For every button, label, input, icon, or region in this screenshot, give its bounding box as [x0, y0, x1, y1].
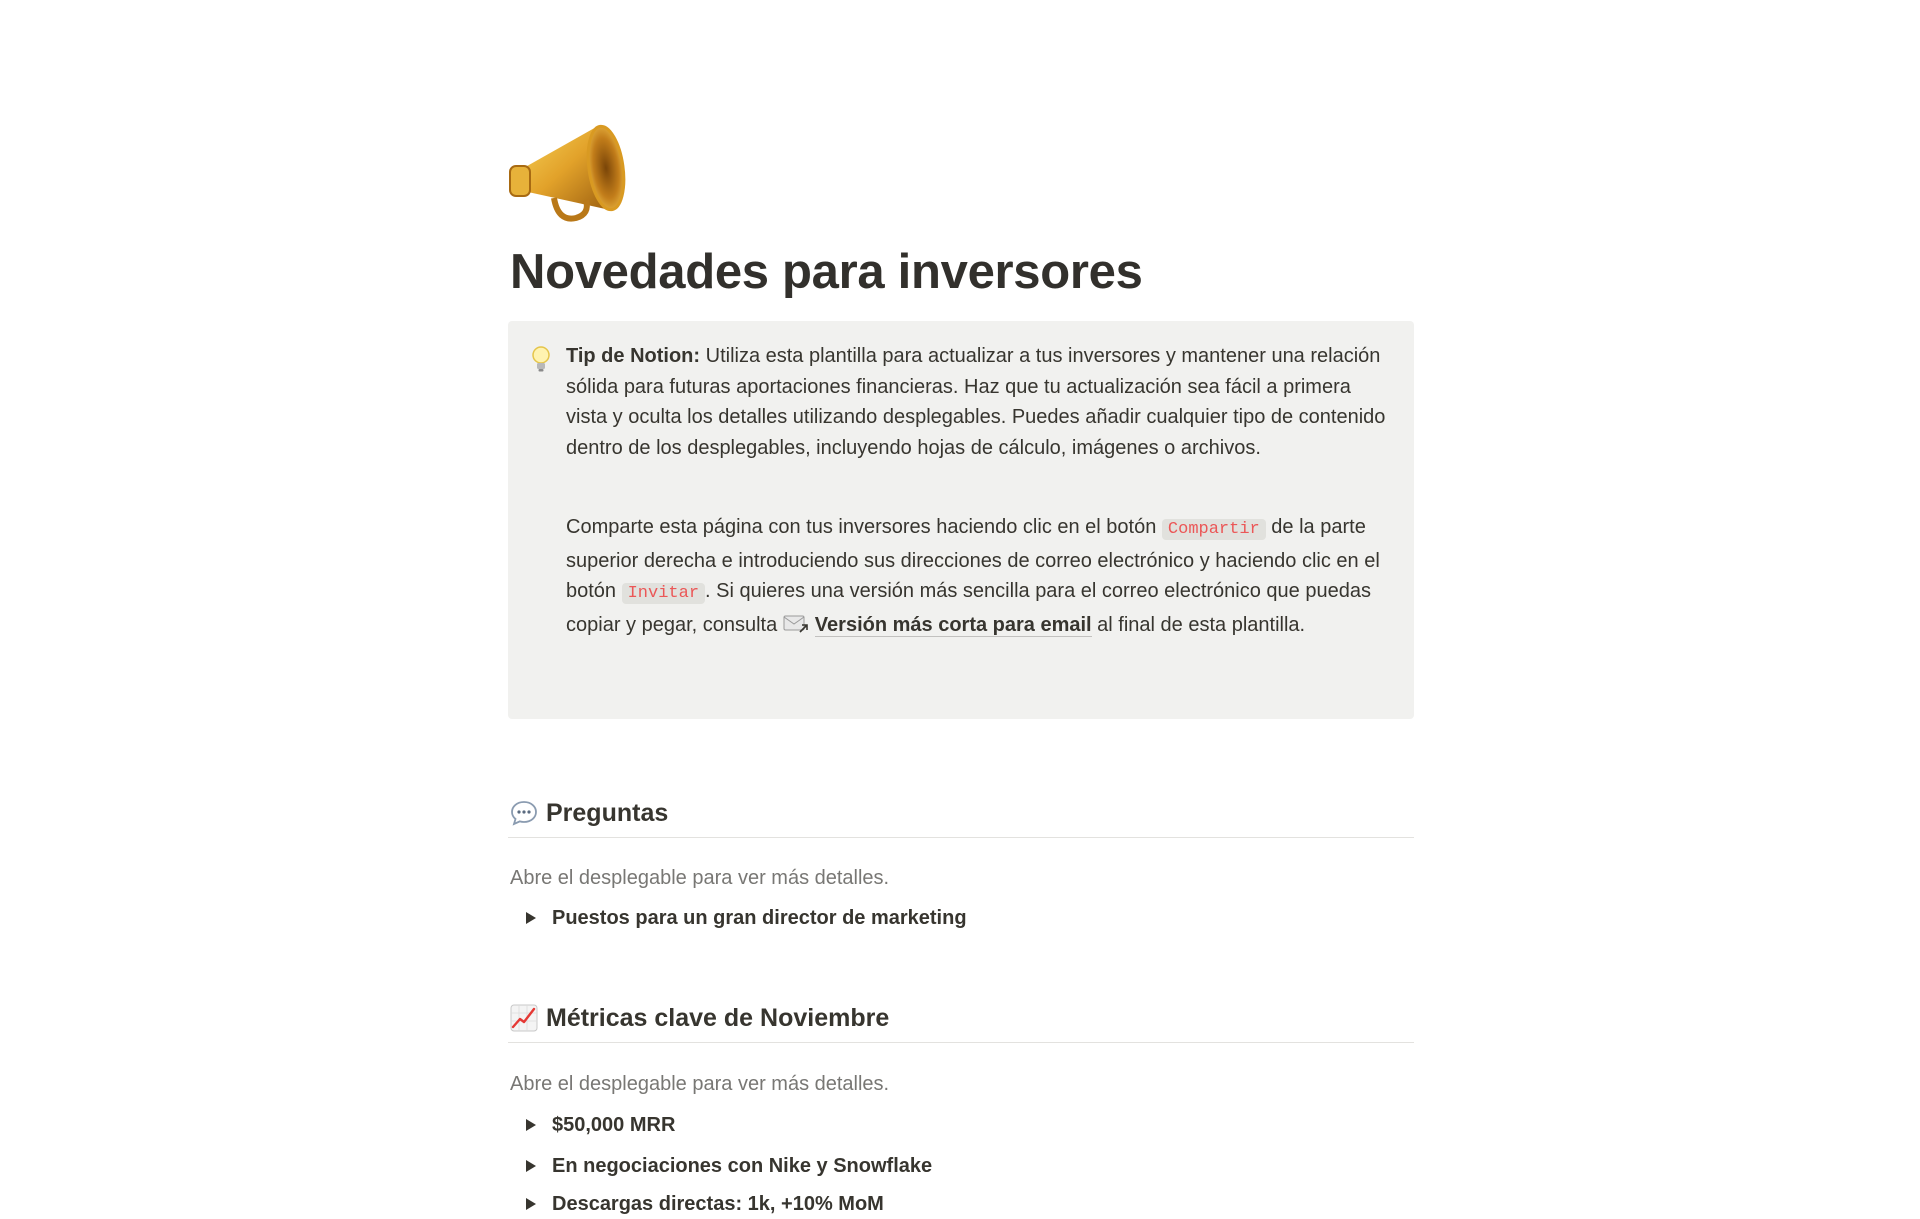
invite-code: Invitar [622, 583, 705, 604]
lightbulb-icon [530, 345, 552, 373]
envelope-link-icon [783, 614, 809, 634]
toggle-block[interactable] [518, 903, 967, 933]
share-instructions-text-3: . Si quieres una versión más sencilla para el correo electrónico que puedas copiar y pegar, consulta [566, 580, 1371, 636]
toggle-block[interactable] [518, 1151, 932, 1181]
toggle-label[interactable]: $50,000 MRR [552, 1113, 676, 1136]
share-instructions-text: Comparte esta página con tus inversores haciendo clic en el botón [566, 515, 1162, 538]
toggle-block[interactable] [518, 1189, 884, 1219]
speech-bubble-icon [510, 799, 538, 827]
section-heading-preguntas [508, 795, 1414, 838]
toggle-triangle-icon[interactable] [526, 1119, 536, 1131]
toggle-triangle-icon[interactable] [526, 1198, 536, 1210]
toggle-label[interactable]: Descargas directas: 1k, +10% MoM [552, 1192, 884, 1215]
short-email-version-link[interactable]: Versión más corta para email [814, 613, 1092, 636]
page-title[interactable]: Novedades para inversores [510, 245, 1143, 299]
toggle-block[interactable] [518, 1110, 675, 1140]
section-title[interactable]: Métricas clave de Noviembre [546, 1004, 890, 1032]
tip-text: Utiliza esta plantilla para actualizar a tus inversores y mantener una relación sólida para futuras aportaciones financieras. Haz que tu actualización sea fácil a primera vista y oculta los detalles utilizando desplegables. Puedes añadir cualquier tipo de contenido dentro de los desplegables, incluyendo hojas de cálculo, imágenes o archivos. [566, 345, 1386, 460]
share-instructions-text-4: al final de esta plantilla. [1091, 613, 1306, 636]
chart-increasing-icon [510, 1004, 538, 1032]
share-instructions-text-2: de la parte superior derecha e introduciendo sus direcciones de correo electrónico y haciendo clic en el botón [566, 515, 1380, 603]
section-title[interactable]: Preguntas [546, 799, 669, 827]
callout-text [566, 341, 1392, 641]
section-hint[interactable]: Abre el desplegable para ver más detalles. [510, 1073, 890, 1095]
tip-label: Tip de Notion: [566, 345, 701, 367]
toggle-triangle-icon[interactable] [526, 912, 536, 924]
section-heading-metricas [508, 1000, 1414, 1043]
toggle-label[interactable]: En negociaciones con Nike y Snowflake [552, 1154, 933, 1177]
notion-tip-callout [508, 321, 1414, 719]
share-code: Compartir [1162, 519, 1266, 540]
toggle-triangle-icon[interactable] [526, 1160, 536, 1172]
megaphone-icon[interactable] [506, 118, 630, 230]
section-hint[interactable]: Abre el desplegable para ver más detalles. [510, 867, 890, 889]
callout-paragraph-1 [566, 341, 1392, 464]
toggle-label[interactable]: Puestos para un gran director de marketing [552, 906, 967, 929]
callout-paragraph-2 [566, 512, 1392, 641]
